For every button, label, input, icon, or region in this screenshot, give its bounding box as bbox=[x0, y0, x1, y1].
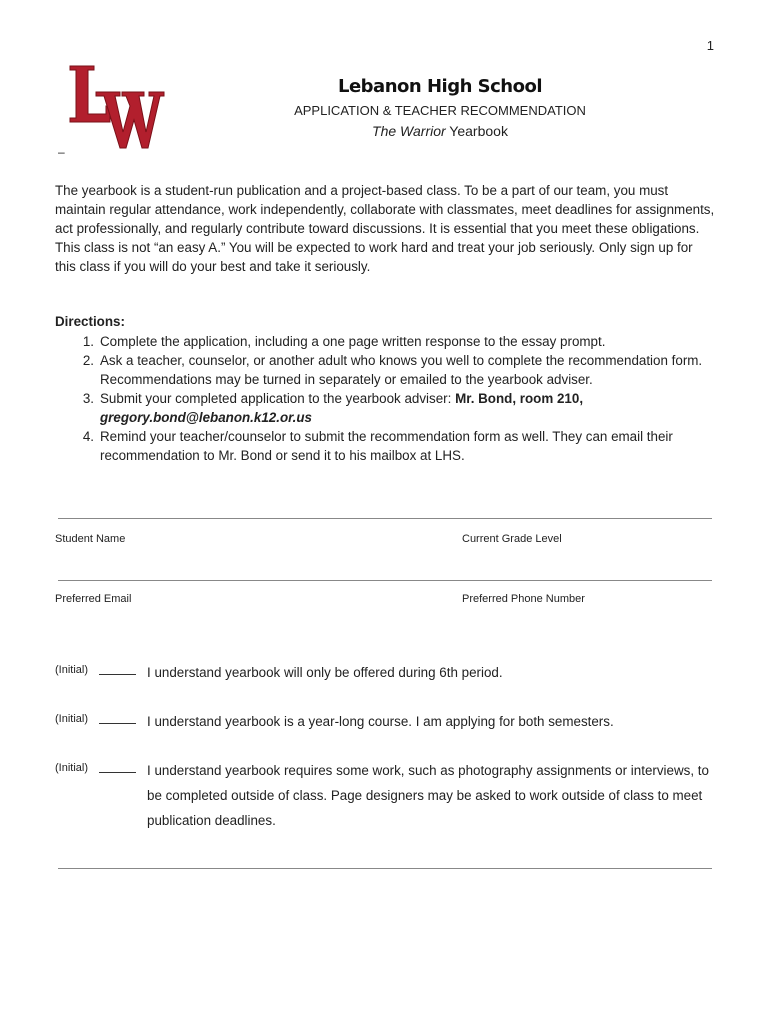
application-title: APPLICATION & TEACHER RECOMMENDATION bbox=[294, 103, 586, 118]
direction-number: 3. bbox=[82, 391, 94, 406]
phone-label: Preferred Phone Number bbox=[462, 593, 585, 605]
direction-text: Remind your teacher/counselor to submit the recommendation form as well. They can email their recommendation to Mr. Bond or send it to his mailbox at LHS. bbox=[100, 429, 673, 463]
directions-list bbox=[55, 332, 715, 465]
direction-text-plain: Submit your completed application to the yearbook adviser: bbox=[100, 391, 456, 406]
direction-item bbox=[55, 351, 715, 389]
initial-blank[interactable] bbox=[99, 723, 136, 724]
direction-number: 1. bbox=[82, 334, 94, 349]
initial-statement: I understand yearbook is a year-long course. I am applying for both semesters. bbox=[147, 714, 614, 729]
direction-item bbox=[55, 427, 715, 465]
directions-heading: Directions: bbox=[55, 314, 125, 329]
yearbook-name: The Warrior bbox=[372, 123, 446, 139]
logo-text: LW bbox=[66, 62, 68, 63]
initial-blank[interactable] bbox=[99, 674, 136, 675]
direction-number: 4. bbox=[82, 429, 94, 444]
direction-item bbox=[55, 389, 715, 427]
initial-label: (Initial) bbox=[55, 762, 89, 774]
direction-number: 2. bbox=[82, 353, 94, 368]
header-dash: – bbox=[58, 145, 65, 159]
school-logo bbox=[66, 62, 166, 152]
initial-label: (Initial) bbox=[55, 713, 89, 725]
student-name-label: Student Name bbox=[55, 533, 126, 545]
lw-monogram bbox=[70, 66, 164, 148]
bottom-divider bbox=[58, 868, 712, 869]
initial-statement: I understand yearbook will only be offered during 6th period. bbox=[147, 665, 503, 680]
email-line[interactable] bbox=[58, 580, 712, 581]
school-name: Lebanon High School bbox=[337, 76, 543, 97]
page-number: 1 bbox=[706, 38, 714, 53]
intro-paragraph: The yearbook is a student-run publication and a project-based class. To be a part of our team, you must maintain regular attendance, work independently, collaborate with classmates, meet deadlines for assignments, act professionally, and regularly contribute toward discussions. It is essential that you meet these obligations. This class is not “an easy A.” You will be expected to work hard and treat your job seriously. Only sign up for this class if you will do your best and take it seriously. bbox=[55, 183, 715, 274]
initial-label: (Initial) bbox=[55, 664, 89, 676]
grade-level-label: Current Grade Level bbox=[462, 533, 562, 545]
email-label: Preferred Email bbox=[55, 593, 132, 605]
adviser-room: Mr. Bond, room 210, bbox=[455, 391, 584, 406]
direction-text: Ask a teacher, counselor, or another adult who knows you well to complete the recommendation form. Recommendations may be turned in separately or emailed to the yearbook adviser. bbox=[100, 353, 703, 387]
yearbook-word: Yearbook bbox=[445, 123, 508, 139]
direction-text: Complete the application, including a one page written response to the essay prompt. bbox=[100, 334, 606, 349]
student-name-line[interactable] bbox=[58, 518, 712, 519]
adviser-email[interactable]: gregory.bond@lebanon.k12.or.us bbox=[100, 410, 312, 425]
direction-text bbox=[100, 389, 715, 427]
yearbook-subtitle bbox=[240, 123, 640, 139]
initial-blank[interactable] bbox=[99, 772, 136, 773]
direction-item bbox=[55, 332, 715, 351]
initial-statement: I understand yearbook requires some work, such as photography assignments or interviews, to be completed outside of class. Page designers may be asked to work outside of class to meet publication deadlines. bbox=[147, 763, 709, 828]
